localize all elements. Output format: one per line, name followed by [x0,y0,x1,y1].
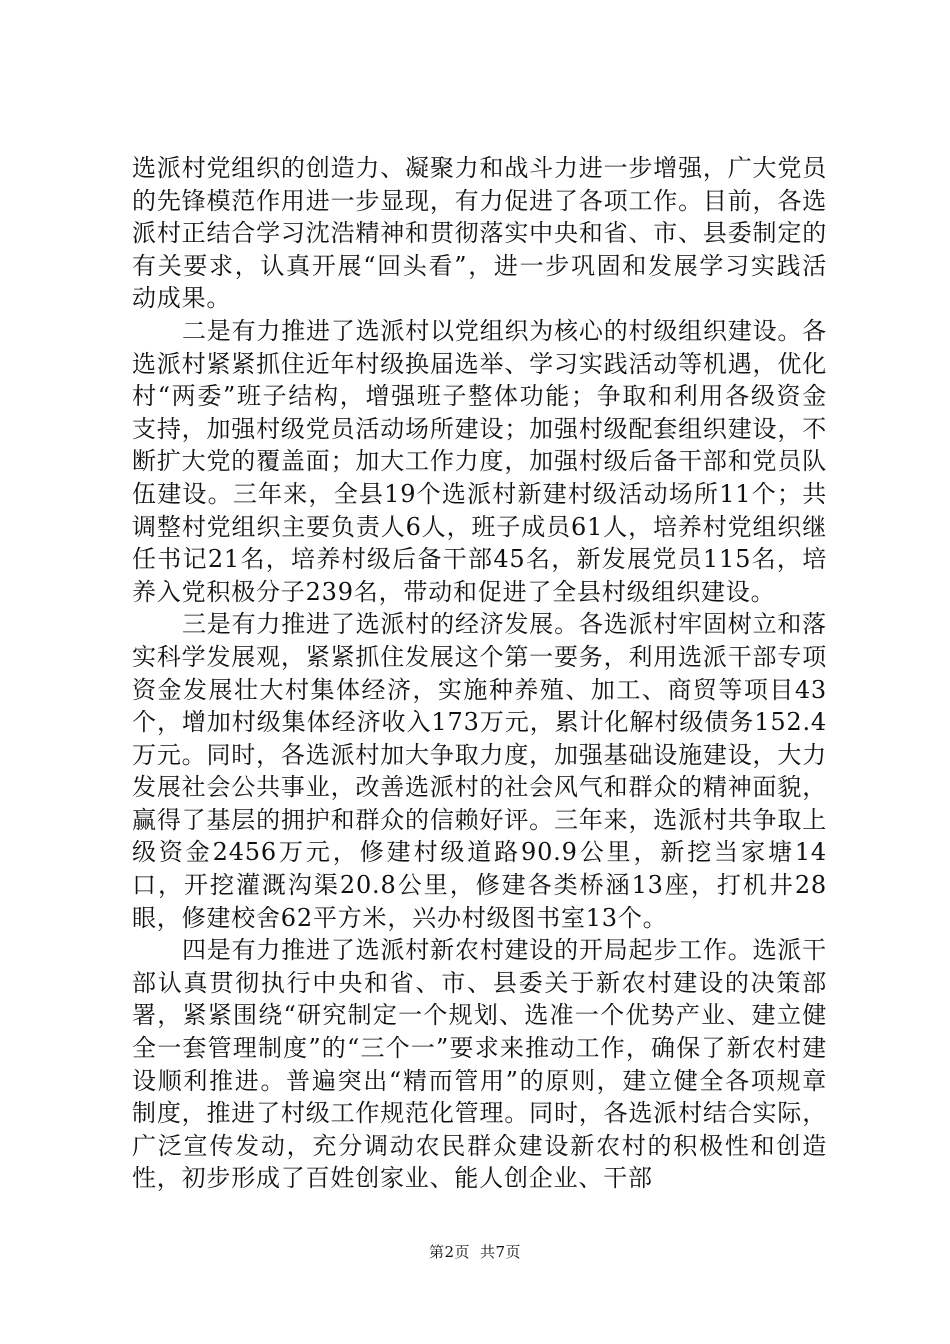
paragraph-economic-development: 三是有力推进了选派村的经济发展。各选派村牢固树立和落实科学发展观，紧紧抓住发展这个第一要务，利用选派干部专项资金发展壮大村集体经济，实施种养殖、加工、商贸等项目43个，增加村级集体经济收入173万元，累计化解村级债务152.4万元。同时，各选派村加大争取力度，加强基础设施建设，大力发展社会公共事业，改善选派村的社会风气和群众的精神面貌，赢得了基层的拥护和群众的信赖好评。三年来，选派村共争取上级资金2456万元，修建村级道路90.9公里，新挖当家塘14口，开挖灌溉沟渠20.8公里，修建各类桥涵13座，打机井28眼，修建校舍62平方米，兴办村级图书室13个。 [132,610,827,932]
paragraph-new-countryside: 四是有力推进了选派村新农村建设的开局起步工作。选派干部认真贯彻执行中央和省、市、县委关于新农村建设的决策部署，紧紧围绕“研究制定一个规划、选准一个优势产业、建立健全一套管理制度”的“三个一”要求来推动工作，确保了新农村建设顺利推进。普遍突出“精而管用”的原则，建立健全各项规章制度，推进了村级工作规范化管理。同时，各选派村结合实际，广泛宣传发动，充分调动农民群众建设新农村的积极性和创造性，初步形成了百姓创家业、能人创企业、干部 [132,936,827,1193]
page-footer [0,1241,950,1262]
page-total: 共7页 [480,1243,522,1261]
paragraph-organization-building: 二是有力推进了选派村以党组织为核心的村级组织建设。各选派村紧紧抓住近年村级换届选举、学习实践活动等机遇，优化村“两委”班子结构，增强班子整体功能；争取和利用各级资金支持，加强村级党员活动场所建设；加强村级配套组织建设，不断扩大党的覆盖面；加大工作力度，加强村级后备干部和党员队伍建设。三年来，全县19个选派村新建村级活动场所11个；共调整村党组织主要负责人6人，班子成员61人，培养村党组织继任书记21名，培养村级后备干部45名，新发展党员115名，培养入党积极分子239名，带动和促进了全县村级组织建设。 [132,316,827,606]
paragraph-continuation: 选派村党组织的创造力、凝聚力和战斗力进一步增强，广大党员的先锋模范作用进一步显现，有力促进了各项工作。目前，各选派村正结合学习沈浩精神和贯彻落实中央和省、市、县委制定的有关要求，认真开展“回头看”，进一步巩固和发展学习实践活动成果。 [132,154,827,313]
page-number: 第2页 [428,1243,470,1261]
document-body [132,152,827,1195]
